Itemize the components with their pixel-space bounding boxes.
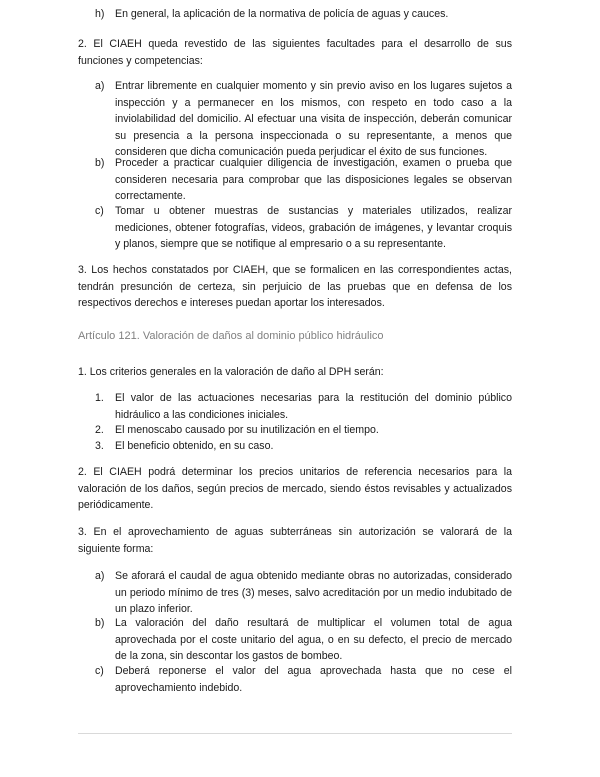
list-marker: h) — [95, 8, 105, 20]
article-heading: Artículo 121. Valoración de daños al dominio público hidráulico — [78, 330, 384, 342]
list-item-text: Deberá reponerse el valor del agua aprovechada hasta que no cese el aprovechamiento indebido. — [115, 665, 512, 694]
list-marker: c) — [95, 665, 104, 677]
list-item-text: El beneficio obtenido, en su caso. — [115, 440, 274, 452]
list-item-text: El valor de las actuaciones necesarias para la restitución del dominio público hidráulico a las condiciones iniciales. — [115, 392, 512, 421]
list-item-text: El menoscabo causado por su inutilización en el tiempo. — [115, 424, 379, 436]
list-marker: b) — [95, 617, 105, 629]
list-marker: c) — [95, 205, 104, 217]
paragraph-2: 2. El CIAEH queda revestido de las siguientes facultades para el desarrollo de sus funciones y competencias: — [78, 38, 512, 67]
list-marker: a) — [95, 80, 105, 92]
list-item-text: En general, la aplicación de la normativa de policía de aguas y cauces. — [115, 8, 449, 20]
article-paragraph-3: 3. En el aprovechamiento de aguas subterráneas sin autorización se valorará de la siguiente forma: — [78, 526, 512, 555]
footer-divider — [78, 733, 512, 734]
list-marker: 3. — [95, 440, 104, 452]
list-marker: 2. — [95, 424, 104, 436]
list-marker: b) — [95, 157, 105, 169]
article-paragraph-1: 1. Los criterios generales en la valoración de daño al DPH serán: — [78, 366, 384, 378]
list-item-text: Proceder a practicar cualquier diligencia de investigación, examen o prueba que consideren necesaria para comprobar que las disposiciones legales se observan correctamente. — [115, 157, 512, 202]
paragraph-3: 3. Los hechos constatados por CIAEH, que se formalicen en las correspondientes actas, tendrán presunción de certeza, sin perjuicio de las pruebas que en defensa de los respectivos derechos e intereses puedan aportar los interesados. — [78, 264, 512, 309]
list-marker: 1. — [95, 392, 104, 404]
list-marker: a) — [95, 570, 105, 582]
article-paragraph-2: 2. El CIAEH podrá determinar los precios unitarios de referencia necesarios para la valoración de los daños, según precios de mercado, siendo éstos revisables y actualizados periódicamente. — [78, 466, 512, 511]
list-item-text: Entrar libremente en cualquier momento y sin previo aviso en los lugares sujetos a inspección y a permanecer en los mismos, con respeto en todo caso a la inviolabilidad del domicilio. Al efectuar una visita de inspección, deberán comunicar su presencia a la persona inspeccionada o su representante, a menos que consideren que dicha comunicación pueda perjudicar el éxito de sus funciones. — [115, 80, 512, 158]
list-item-text: Se aforará el caudal de agua obtenido mediante obras no autorizadas, considerado un periodo mínimo de tres (3) meses, salvo acreditación por un medio indubitado de un plazo inferior. — [115, 570, 512, 615]
list-item-text: Tomar u obtener muestras de sustancias y materiales utilizados, realizar mediciones, obtener fotografías, videos, grabación de imágenes, y levantar croquis y planos, siempre que se notifique al empresario o a su representante. — [115, 205, 512, 250]
list-item-text: La valoración del daño resultará de multiplicar el volumen total de agua aprovechada por el coste unitario del agua, o en su defecto, el precio de mercado de la zona, sin descontar los gastos de bombeo. — [115, 617, 512, 662]
